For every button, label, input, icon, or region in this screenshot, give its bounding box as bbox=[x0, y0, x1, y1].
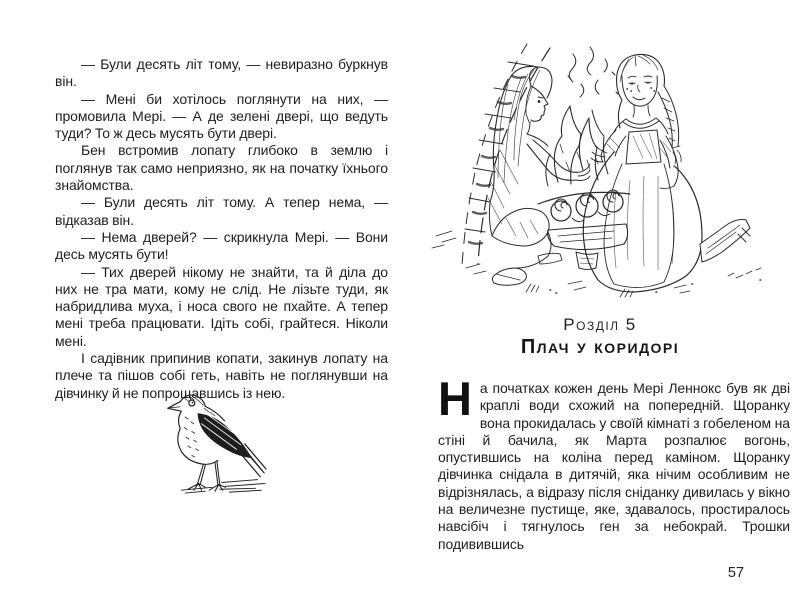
paragraph: — Нема дверей? — скрикнула Мері. — Вони десь мусять бути! bbox=[55, 228, 388, 263]
paragraph: — Мені би хотілось поглянути на них, — промовила Мері. — А де зелені двері, що ведуть туди? То ж десь мусять бути двері. bbox=[55, 90, 388, 142]
paragraph: Бен встромив лопату глибоко в землю і поглянув так само неприязно, як на початку їхнього знайомства. bbox=[55, 142, 388, 194]
right-page-text-block bbox=[438, 372, 790, 553]
paragraph-text: а початках кожен день Мері Леннокс був як дві краплі води схожий на попередній. Щоранку вона прокидалась у своїй кімнаті з гобеленом на стіні й бачила, як Марта розпалює вогонь, опустившись на коліна перед каміном. Щоранку дівчинка снідала в дитячій, яка нічим особливим не відрізнялась, а відразу після сніданку дивилась у вікно на величезне пустище, яке, здавалось, простиралось навсібіч і тягнулось ген за небокрай. Трошки подивившись bbox=[438, 380, 790, 552]
page-number: 57 bbox=[727, 565, 745, 581]
drop-cap: Н bbox=[438, 372, 472, 425]
paragraph: — Були десять літ тому, — невиразно буркнув він. bbox=[55, 56, 388, 90]
paragraph: — Тих дверей нікому не знайти, та й діла до них не тра мати, кому не слід. Не лізьте туди, як набридлива муха, і носа свого не пхайте. А тепер мені треба працювати. Ідіть собі, грайтеся. Ніколи мені. bbox=[55, 263, 388, 349]
fireplace-scene-illustration bbox=[430, 40, 790, 302]
paragraph: І садівник припинив копати, закинув лопату на плече та пішов собі геть, навіть не поглянувши на дівчинку й не попрощавшись із нею. bbox=[55, 350, 388, 401]
chapter-title: Плач у коридорі bbox=[520, 336, 680, 358]
left-page-text-block bbox=[55, 56, 388, 402]
bird-illustration bbox=[160, 390, 268, 498]
chapter-number: Розділ 5 bbox=[563, 315, 637, 334]
paragraph bbox=[438, 372, 790, 553]
paragraph: — Були десять літ тому. А тепер нема, — відказав він. bbox=[55, 194, 388, 228]
